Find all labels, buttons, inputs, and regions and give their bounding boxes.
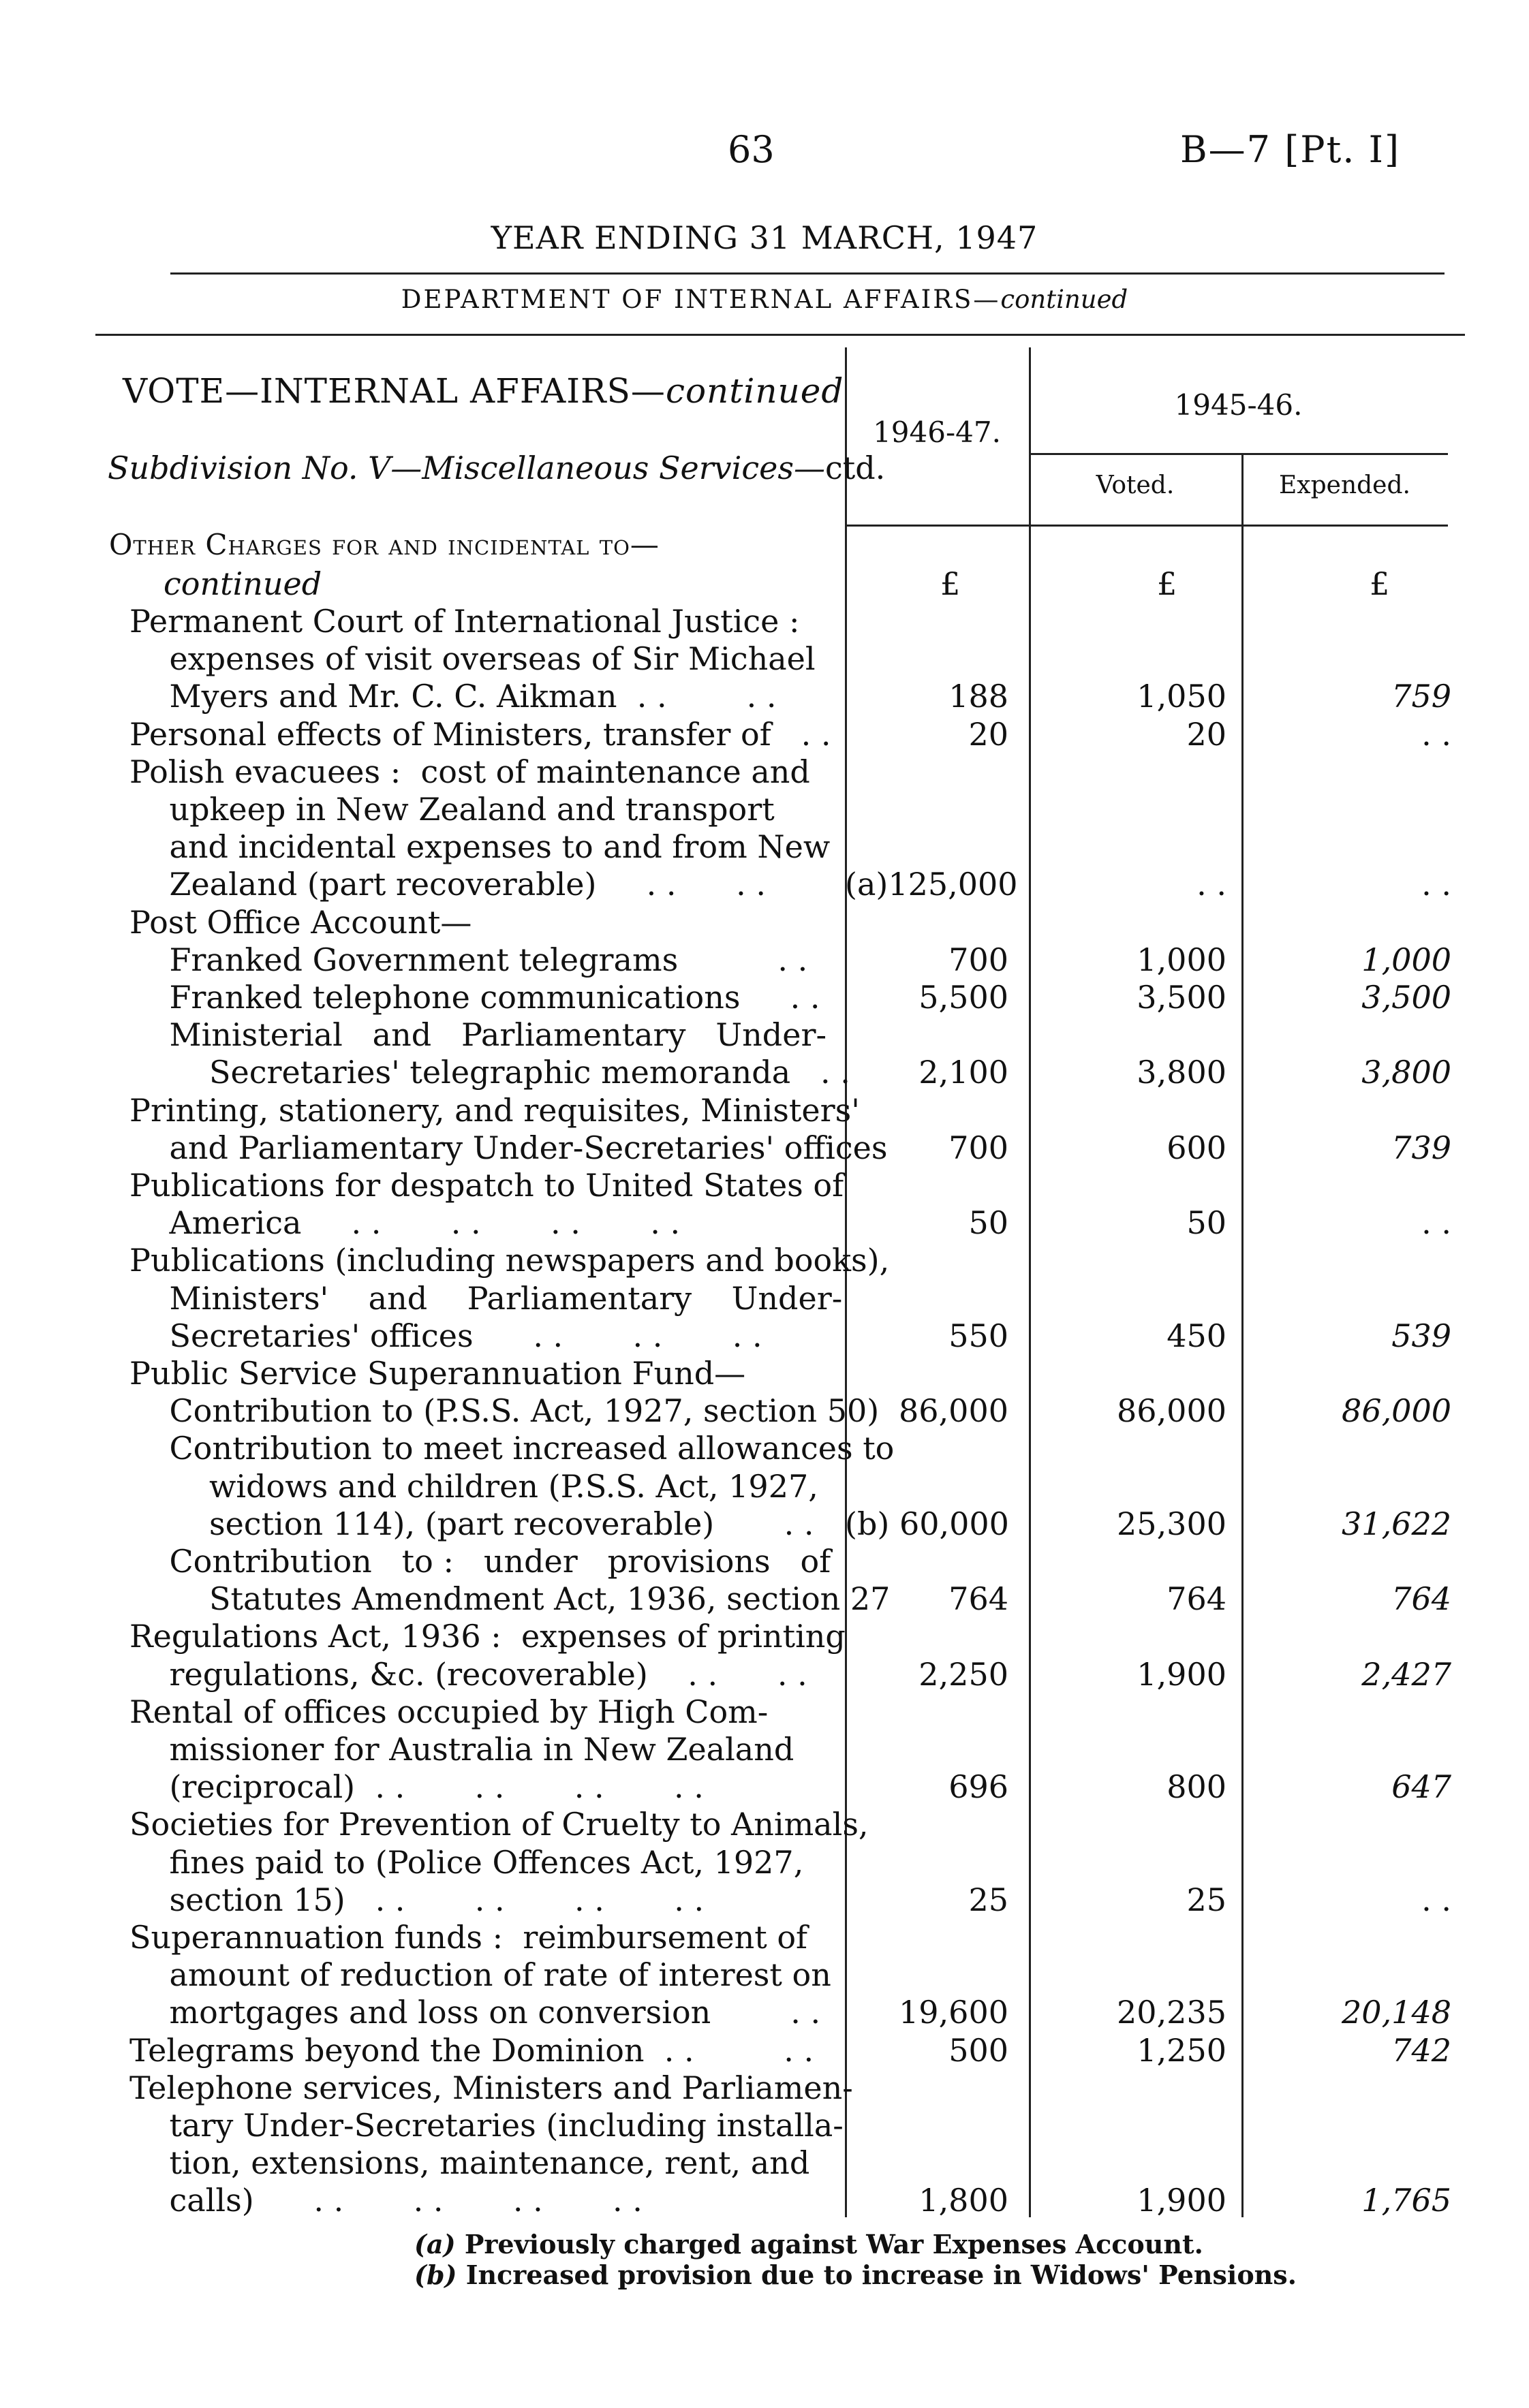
value-expended: 3,500 bbox=[1361, 979, 1451, 1016]
value-expended: 2,427 bbox=[1361, 1655, 1451, 1693]
value-expended: 742 bbox=[1391, 2031, 1451, 2069]
subdivision-ctd: ctd. bbox=[824, 450, 886, 486]
column-rule-2 bbox=[1029, 347, 1031, 2217]
row-text-line: fines paid to (Police Offences Act, 1927, bbox=[129, 1843, 804, 1881]
row-text-line: Personal effects of Ministers, transfer of . . bbox=[129, 715, 831, 753]
row-text-line: tary Under-Secretaries (including installa- bbox=[129, 2107, 844, 2144]
row-text-line: Printing, stationery, and requisites, Ministers' bbox=[129, 1091, 860, 1129]
row-text-line: Contribution to (P.S.S. Act, 1927, section 50) bbox=[129, 1392, 880, 1430]
value-expended: 1,000 bbox=[1361, 941, 1451, 978]
value-1946-47: (a)125,000 bbox=[845, 866, 1018, 903]
value-1946-47: 188 bbox=[948, 678, 1008, 715]
value-1946-47: 500 bbox=[948, 2031, 1008, 2069]
value-1946-47: 1,800 bbox=[918, 2182, 1008, 2219]
value-voted: 800 bbox=[1167, 1768, 1226, 1806]
row-text-line: regulations, &c. (recoverable) . . . . bbox=[129, 1655, 807, 1693]
value-expended: 1,765 bbox=[1361, 2182, 1451, 2219]
value-expended: . . bbox=[1421, 1881, 1451, 1918]
page-number: 63 bbox=[728, 128, 775, 171]
currency-symbol-col1: £ bbox=[940, 565, 961, 602]
footnote-b-text: Increased provision due to increase in Widows' Pensions. bbox=[457, 2260, 1297, 2290]
row-text-line: Contribution to meet increased allowances to bbox=[129, 1430, 895, 1467]
value-voted: 1,050 bbox=[1137, 678, 1226, 715]
value-voted: . . bbox=[1196, 866, 1226, 903]
footnote-a bbox=[414, 2229, 1203, 2260]
value-1946-47: 2,250 bbox=[918, 1655, 1008, 1693]
row-text-line: Polish evacuees : cost of maintenance and bbox=[129, 753, 810, 790]
group-label: Other Charges for and incidental to— bbox=[109, 528, 660, 561]
row-text-line: Statutes Amendment Act, 1936, section 27 bbox=[129, 1580, 891, 1618]
group-continued: continued bbox=[164, 565, 322, 602]
row-text-line: America . . . . . . . . bbox=[129, 1204, 681, 1242]
vote-title: VOTE—INTERNAL AFFAIRS— bbox=[123, 371, 666, 411]
value-1946-47: 5,500 bbox=[918, 979, 1008, 1016]
value-voted: 3,800 bbox=[1137, 1054, 1226, 1091]
value-voted: 50 bbox=[1186, 1204, 1226, 1242]
row-text-line: Post Office Account— bbox=[129, 903, 472, 941]
value-expended: 86,000 bbox=[1342, 1392, 1451, 1430]
row-text-line: Franked telephone communications . . bbox=[129, 979, 820, 1016]
table-top-rule bbox=[95, 334, 1465, 336]
value-1946-47: 700 bbox=[948, 941, 1008, 978]
row-text-line: Regulations Act, 1936 : expenses of printing bbox=[129, 1618, 846, 1655]
value-expended: 739 bbox=[1391, 1129, 1451, 1166]
department-heading bbox=[0, 285, 1529, 314]
value-voted: 3,500 bbox=[1137, 979, 1226, 1016]
value-1946-47: 50 bbox=[968, 1204, 1008, 1242]
value-expended: 20,148 bbox=[1342, 1994, 1451, 2031]
row-text-line: and incidental expenses to and from New bbox=[129, 828, 831, 866]
header-bottom-rule bbox=[845, 525, 1448, 527]
value-voted: 1,000 bbox=[1137, 941, 1226, 978]
row-text-line: section 15) . . . . . . . . bbox=[129, 1881, 705, 1918]
row-text-line: Permanent Court of International Justice : bbox=[129, 603, 800, 640]
value-expended: 764 bbox=[1391, 1580, 1451, 1618]
row-text-line: Publications for despatch to United States of bbox=[129, 1167, 844, 1204]
row-text-line: Telegrams beyond the Dominion . . . . bbox=[129, 2031, 814, 2069]
row-text-line: Myers and Mr. C. C. Aikman . . . . bbox=[129, 678, 777, 715]
row-text-line: Superannuation funds : reimbursement of bbox=[129, 1919, 808, 1956]
column-heading-1946-47: 1946-47. bbox=[873, 416, 1001, 449]
department-continued: continued bbox=[1000, 285, 1128, 314]
row-text-line: Secretaries' telegraphic memoranda . . bbox=[129, 1054, 850, 1091]
row-text-line: Franked Government telegrams . . bbox=[129, 941, 808, 978]
column-heading-1945-46: 1945-46. bbox=[1174, 388, 1303, 422]
row-text-line: Rental of offices occupied by High Com- bbox=[129, 1693, 769, 1730]
value-voted: 25 bbox=[1186, 1881, 1226, 1918]
column-rule-1 bbox=[845, 347, 847, 2217]
year-heading: YEAR ENDING 31 MARCH, 1947 bbox=[491, 219, 1038, 256]
row-text-line: Ministers' and Parliamentary Under- bbox=[129, 1279, 843, 1317]
row-text-line: tion, extensions, maintenance, rent, and bbox=[129, 2144, 810, 2182]
value-voted: 20,235 bbox=[1117, 1994, 1226, 2031]
value-1946-47: 696 bbox=[948, 1768, 1008, 1806]
value-expended: 647 bbox=[1391, 1768, 1451, 1806]
value-expended: 759 bbox=[1391, 678, 1451, 715]
value-1946-47: 2,100 bbox=[918, 1054, 1008, 1091]
value-expended: 539 bbox=[1391, 1317, 1451, 1354]
value-expended: . . bbox=[1421, 1204, 1451, 1242]
value-voted: 25,300 bbox=[1117, 1505, 1226, 1542]
vote-continued: continued bbox=[665, 371, 844, 411]
row-text-line: upkeep in New Zealand and transport bbox=[129, 791, 775, 828]
value-expended: . . bbox=[1421, 715, 1451, 753]
footnote-b-mark: (b) bbox=[414, 2260, 457, 2290]
row-text-line: and Parliamentary Under-Secretaries' offices bbox=[129, 1129, 888, 1166]
value-voted: 1,900 bbox=[1137, 2182, 1226, 2219]
value-expended: . . bbox=[1421, 866, 1451, 903]
footnote-a-text: Previously charged against War Expenses Account. bbox=[455, 2229, 1203, 2260]
column-heading-voted: Voted. bbox=[1096, 471, 1175, 499]
value-1946-47: 86,000 bbox=[899, 1392, 1008, 1430]
row-text-line: Ministerial and Parliamentary Under- bbox=[129, 1016, 827, 1054]
value-1946-47: 700 bbox=[948, 1129, 1008, 1166]
value-1946-47: 25 bbox=[968, 1881, 1008, 1918]
row-text-line: Telephone services, Ministers and Parliamen- bbox=[129, 2069, 853, 2106]
header-divider-1945 bbox=[1029, 453, 1448, 455]
row-text-line: Contribution to : under provisions of bbox=[129, 1543, 831, 1580]
subdivision-title: Subdivision No. V—Miscellaneous Services— bbox=[108, 450, 825, 486]
currency-symbol-col3: £ bbox=[1370, 565, 1390, 602]
row-text-line: widows and children (P.S.S. Act, 1927, bbox=[129, 1467, 818, 1505]
value-voted: 764 bbox=[1167, 1580, 1226, 1618]
row-text-line: Public Service Superannuation Fund— bbox=[129, 1355, 746, 1392]
row-text-line: calls) . . . . . . . . bbox=[129, 2182, 643, 2219]
value-voted: 20 bbox=[1186, 715, 1226, 753]
column-heading-expended: Expended. bbox=[1279, 471, 1410, 499]
value-1946-47: (b) 60,000 bbox=[845, 1505, 1009, 1542]
value-expended: 31,622 bbox=[1342, 1505, 1451, 1542]
value-voted: 1,250 bbox=[1137, 2031, 1226, 2069]
value-expended: 3,800 bbox=[1361, 1054, 1451, 1091]
vote-heading bbox=[123, 371, 844, 411]
currency-symbol-col2: £ bbox=[1157, 565, 1177, 602]
row-text-line: Secretaries' offices . . . . . . bbox=[129, 1317, 762, 1354]
subdivision-heading bbox=[108, 450, 885, 486]
footnote-b bbox=[414, 2260, 1297, 2290]
value-1946-47: 20 bbox=[968, 715, 1008, 753]
footnote-a-mark: (a) bbox=[414, 2229, 456, 2260]
value-voted: 1,900 bbox=[1137, 1655, 1226, 1693]
document-reference: B—7 [Pt. I] bbox=[1180, 128, 1401, 171]
row-text-line: Societies for Prevention of Cruelty to Animals, bbox=[129, 1806, 869, 1843]
value-voted: 600 bbox=[1167, 1129, 1226, 1166]
value-1946-47: 764 bbox=[948, 1580, 1008, 1618]
row-text-line: Publications (including newspapers and books), bbox=[129, 1242, 890, 1279]
row-text-line: section 114), (part recoverable) . . bbox=[129, 1505, 814, 1542]
value-1946-47: 19,600 bbox=[899, 1994, 1008, 2031]
row-text-line: (reciprocal) . . . . . . . . bbox=[129, 1768, 704, 1806]
row-text-line: missioner for Australia in New Zealand bbox=[129, 1731, 794, 1768]
row-text-line: amount of reduction of rate of interest on bbox=[129, 1956, 831, 1994]
value-voted: 450 bbox=[1167, 1317, 1226, 1354]
row-text-line: mortgages and loss on conversion . . bbox=[129, 1994, 821, 2031]
column-rule-3 bbox=[1241, 455, 1244, 2217]
heading-rule bbox=[170, 272, 1445, 275]
row-text-line: Zealand (part recoverable) . . . . bbox=[129, 866, 767, 903]
value-voted: 86,000 bbox=[1117, 1392, 1226, 1430]
row-text-line: expenses of visit overseas of Sir Michael bbox=[129, 640, 816, 678]
department-name: DEPARTMENT OF INTERNAL AFFAIRS— bbox=[401, 285, 1001, 314]
value-1946-47: 550 bbox=[948, 1317, 1008, 1354]
